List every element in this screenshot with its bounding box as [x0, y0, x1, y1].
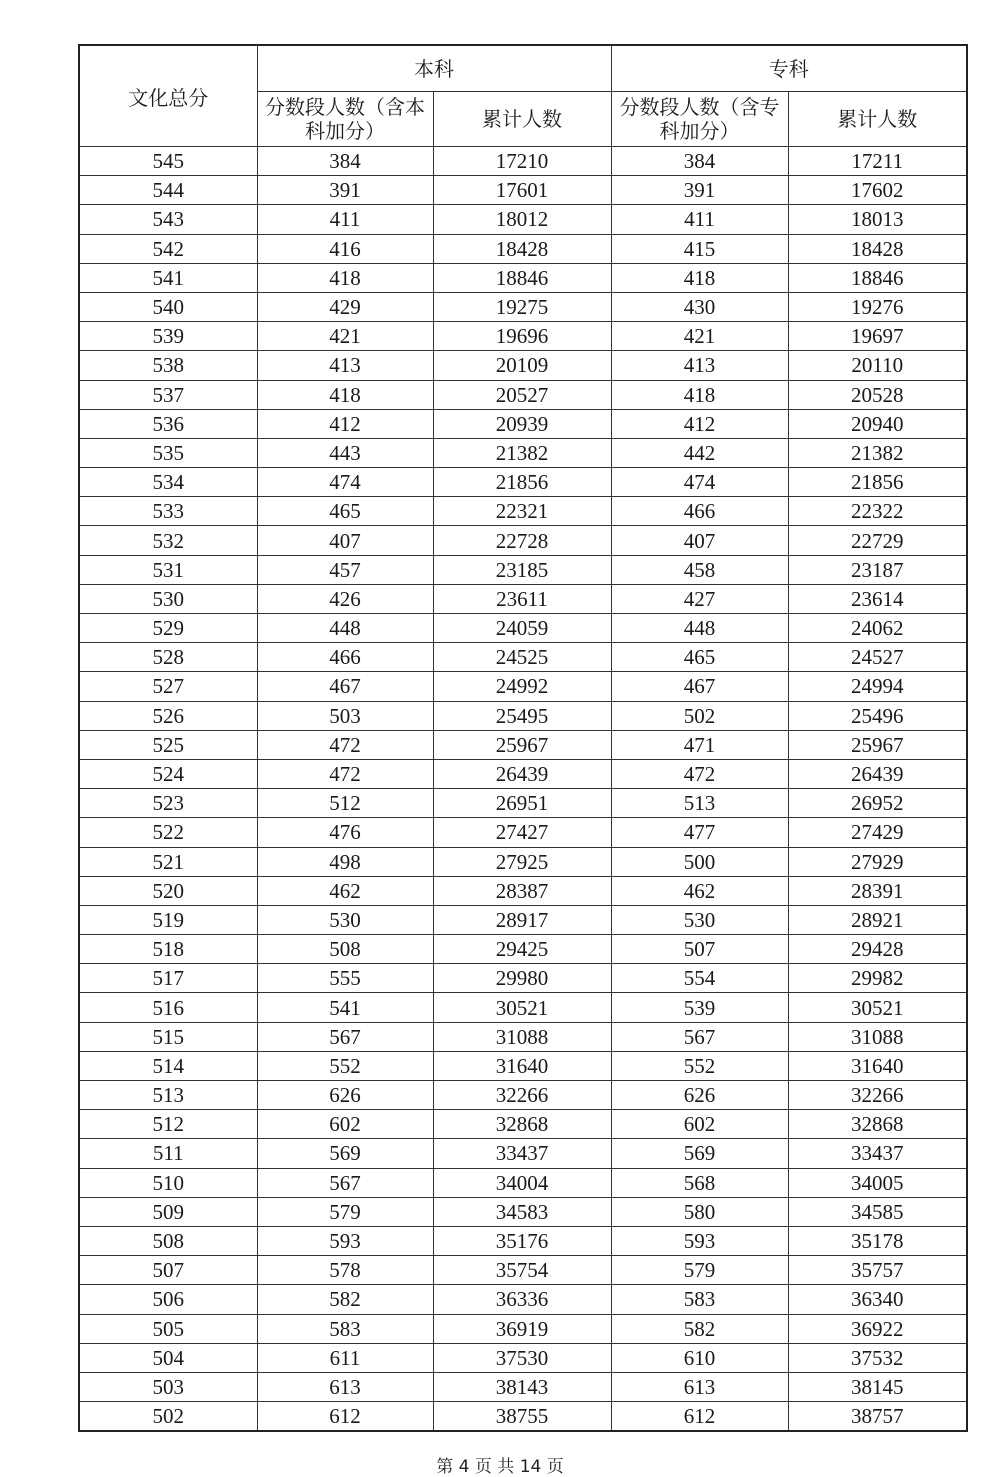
junior-college-segment-count-cell: 413 [611, 351, 788, 380]
junior-college-segment-count-cell: 580 [611, 1197, 788, 1226]
undergraduate-segment-count-cell: 457 [257, 555, 433, 584]
undergraduate-cumulative-cell: 32868 [433, 1110, 611, 1139]
junior-college-segment-count-cell: 626 [611, 1081, 788, 1110]
undergraduate-cumulative-cell: 29980 [433, 964, 611, 993]
junior-college-cumulative-cell: 23187 [788, 555, 967, 584]
undergraduate-segment-count-cell: 412 [257, 409, 433, 438]
undergraduate-cumulative-cell: 27427 [433, 818, 611, 847]
score-cell: 512 [79, 1110, 257, 1139]
junior-college-cumulative-cell: 33437 [788, 1139, 967, 1168]
score-cell: 514 [79, 1051, 257, 1080]
undergraduate-segment-count-cell: 612 [257, 1402, 433, 1432]
undergraduate-cumulative-cell: 38143 [433, 1372, 611, 1401]
table-row [79, 1226, 967, 1255]
undergraduate-segment-count-cell: 465 [257, 497, 433, 526]
table-row [79, 993, 967, 1022]
undergraduate-segment-count-cell: 569 [257, 1139, 433, 1168]
score-cell: 519 [79, 905, 257, 934]
junior-college-segment-count-cell: 612 [611, 1402, 788, 1432]
score-cell: 504 [79, 1343, 257, 1372]
table-row [79, 351, 967, 380]
table-row [79, 1314, 967, 1343]
undergraduate-cumulative-cell: 25495 [433, 701, 611, 730]
undergraduate-cumulative-cell: 35176 [433, 1226, 611, 1255]
undergraduate-segment-count-cell: 508 [257, 935, 433, 964]
junior-college-segment-count-cell: 610 [611, 1343, 788, 1372]
table-row [79, 1110, 967, 1139]
junior-college-cumulative-cell: 31640 [788, 1051, 967, 1080]
table-row [79, 263, 967, 292]
junior-college-cumulative-cell: 29428 [788, 935, 967, 964]
table-row [79, 1022, 967, 1051]
undergraduate-segment-count-cell: 498 [257, 847, 433, 876]
undergraduate-cumulative-cell: 20939 [433, 409, 611, 438]
junior-college-cumulative-cell: 22729 [788, 526, 967, 555]
score-cell: 526 [79, 701, 257, 730]
undergraduate-cumulative-cell: 25967 [433, 730, 611, 759]
junior-college-segment-count-cell: 582 [611, 1314, 788, 1343]
junior-college-cumulative-cell: 26439 [788, 759, 967, 788]
junior-college-segment-count-cell: 467 [611, 672, 788, 701]
junior-college-segment-count-cell: 500 [611, 847, 788, 876]
undergraduate-segment-count-cell: 541 [257, 993, 433, 1022]
junior-college-segment-count-cell: 384 [611, 147, 788, 176]
undergraduate-segment-count-cell: 421 [257, 322, 433, 351]
table-row [79, 759, 967, 788]
undergraduate-cumulative-cell: 32266 [433, 1081, 611, 1110]
table-row [79, 935, 967, 964]
junior-college-cumulative-cell: 30521 [788, 993, 967, 1022]
undergraduate-cumulative-cell: 31088 [433, 1022, 611, 1051]
junior-college-cumulative-cell: 27929 [788, 847, 967, 876]
junior-college-segment-count-cell: 539 [611, 993, 788, 1022]
junior-college-cumulative-cell: 22322 [788, 497, 967, 526]
junior-college-segment-count-cell: 421 [611, 322, 788, 351]
undergraduate-segment-count-cell: 448 [257, 614, 433, 643]
undergraduate-cumulative-cell: 34004 [433, 1168, 611, 1197]
undergraduate-cumulative-cell: 29425 [433, 935, 611, 964]
undergraduate-segment-count-cell: 467 [257, 672, 433, 701]
undergraduate-segment-count-cell: 593 [257, 1226, 433, 1255]
score-cell: 544 [79, 176, 257, 205]
table-row [79, 409, 967, 438]
table-row [79, 234, 967, 263]
undergraduate-segment-count-cell: 466 [257, 643, 433, 672]
junior-college-cumulative-cell: 19697 [788, 322, 967, 351]
table-row [79, 1343, 967, 1372]
page-number: 第 4 页 共 14 页 [436, 1457, 564, 1477]
junior-college-segment-count-cell: 530 [611, 905, 788, 934]
table-row [79, 905, 967, 934]
undergraduate-segment-count-cell: 472 [257, 759, 433, 788]
junior-college-cumulative-cell: 20940 [788, 409, 967, 438]
table-row [79, 643, 967, 672]
junior-college-cumulative-cell: 24994 [788, 672, 967, 701]
junior-college-cumulative-cell: 28921 [788, 905, 967, 934]
table-row [79, 380, 967, 409]
undergraduate-cumulative-cell: 26439 [433, 759, 611, 788]
score-cell: 530 [79, 584, 257, 613]
junior-college-segment-count-cell: 430 [611, 292, 788, 321]
score-distribution-table [78, 44, 968, 1432]
undergraduate-segment-count-cell: 391 [257, 176, 433, 205]
score-cell: 508 [79, 1226, 257, 1255]
junior-college-cumulative-cell: 36340 [788, 1285, 967, 1314]
undergraduate-cumulative-cell: 37530 [433, 1343, 611, 1372]
undergraduate-segment-count-cell: 555 [257, 964, 433, 993]
undergraduate-cumulative-cell: 22321 [433, 497, 611, 526]
undergraduate-segment-count-cell: 462 [257, 876, 433, 905]
junior-college-cumulative-cell: 17602 [788, 176, 967, 205]
undergraduate-group-header: 本科 [257, 45, 611, 92]
table-row [79, 497, 967, 526]
junior-college-segment-count-cell: 552 [611, 1051, 788, 1080]
undergraduate-cumulative-cell: 23611 [433, 584, 611, 613]
undergraduate-cumulative-cell: 18846 [433, 263, 611, 292]
undergraduate-segment-count-cell: 503 [257, 701, 433, 730]
junior-college-segment-count-cell: 502 [611, 701, 788, 730]
table-header [79, 45, 967, 147]
table-row [79, 847, 967, 876]
junior-college-segment-count-cell: 513 [611, 789, 788, 818]
score-cell: 516 [79, 993, 257, 1022]
undergraduate-cumulative-cell: 20109 [433, 351, 611, 380]
undergraduate-segment-count-cell: 429 [257, 292, 433, 321]
table-row [79, 1081, 967, 1110]
junior-college-cumulative-cell: 23614 [788, 584, 967, 613]
score-cell: 503 [79, 1372, 257, 1401]
junior-college-segment-count-cell: 613 [611, 1372, 788, 1401]
table-row [79, 1051, 967, 1080]
undergraduate-cumulative-cell: 28387 [433, 876, 611, 905]
undergraduate-segment-count-cell: 611 [257, 1343, 433, 1372]
undergraduate-segment-count-header: 分数段人数（含本科加分） [257, 92, 433, 147]
junior-college-cumulative-cell: 20528 [788, 380, 967, 409]
table-row [79, 701, 967, 730]
junior-college-segment-count-cell: 474 [611, 468, 788, 497]
undergraduate-segment-count-cell: 530 [257, 905, 433, 934]
table-row [79, 438, 967, 467]
junior-college-segment-count-cell: 477 [611, 818, 788, 847]
score-cell: 515 [79, 1022, 257, 1051]
score-cell: 531 [79, 555, 257, 584]
score-column-header: 文化总分 [79, 45, 257, 147]
score-cell: 545 [79, 147, 257, 176]
table-row [79, 1139, 967, 1168]
junior-college-cumulative-cell: 21382 [788, 438, 967, 467]
junior-college-cumulative-cell: 34585 [788, 1197, 967, 1226]
table-body [79, 147, 967, 1432]
junior-college-segment-count-cell: 465 [611, 643, 788, 672]
junior-college-cumulative-header: 累计人数 [788, 92, 967, 147]
score-cell: 511 [79, 1139, 257, 1168]
score-cell: 532 [79, 526, 257, 555]
undergraduate-cumulative-cell: 24059 [433, 614, 611, 643]
score-cell: 538 [79, 351, 257, 380]
score-cell: 534 [79, 468, 257, 497]
score-cell: 524 [79, 759, 257, 788]
score-cell: 509 [79, 1197, 257, 1226]
score-cell: 521 [79, 847, 257, 876]
undergraduate-cumulative-cell: 34583 [433, 1197, 611, 1226]
junior-college-segment-count-cell: 427 [611, 584, 788, 613]
table-row [79, 1285, 967, 1314]
score-cell: 540 [79, 292, 257, 321]
junior-college-cumulative-cell: 20110 [788, 351, 967, 380]
score-cell: 529 [79, 614, 257, 643]
junior-college-segment-count-cell: 567 [611, 1022, 788, 1051]
junior-college-segment-count-cell: 462 [611, 876, 788, 905]
table-row [79, 205, 967, 234]
score-cell: 541 [79, 263, 257, 292]
undergraduate-segment-count-cell: 411 [257, 205, 433, 234]
junior-college-segment-count-cell: 458 [611, 555, 788, 584]
undergraduate-cumulative-cell: 23185 [433, 555, 611, 584]
score-cell: 517 [79, 964, 257, 993]
undergraduate-cumulative-cell: 21382 [433, 438, 611, 467]
score-cell: 536 [79, 409, 257, 438]
undergraduate-cumulative-cell: 24525 [433, 643, 611, 672]
undergraduate-segment-count-cell: 567 [257, 1168, 433, 1197]
junior-college-segment-count-cell: 471 [611, 730, 788, 759]
junior-college-segment-count-cell: 472 [611, 759, 788, 788]
undergraduate-segment-count-cell: 426 [257, 584, 433, 613]
table-row [79, 1256, 967, 1285]
undergraduate-segment-count-cell: 578 [257, 1256, 433, 1285]
undergraduate-cumulative-cell: 20527 [433, 380, 611, 409]
table-row [79, 1168, 967, 1197]
undergraduate-segment-count-cell: 552 [257, 1051, 433, 1080]
table-row [79, 964, 967, 993]
score-cell: 522 [79, 818, 257, 847]
table-row [79, 1402, 967, 1432]
undergraduate-cumulative-cell: 17210 [433, 147, 611, 176]
junior-college-segment-count-cell: 583 [611, 1285, 788, 1314]
table-row [79, 147, 967, 176]
score-cell: 537 [79, 380, 257, 409]
undergraduate-segment-count-cell: 602 [257, 1110, 433, 1139]
undergraduate-cumulative-cell: 17601 [433, 176, 611, 205]
junior-college-cumulative-cell: 31088 [788, 1022, 967, 1051]
table-row [79, 614, 967, 643]
score-cell: 542 [79, 234, 257, 263]
junior-college-cumulative-cell: 32868 [788, 1110, 967, 1139]
junior-college-cumulative-cell: 18013 [788, 205, 967, 234]
undergraduate-cumulative-cell: 30521 [433, 993, 611, 1022]
score-cell: 513 [79, 1081, 257, 1110]
score-cell: 502 [79, 1402, 257, 1432]
score-cell: 518 [79, 935, 257, 964]
undergraduate-cumulative-cell: 27925 [433, 847, 611, 876]
junior-college-segment-count-cell: 442 [611, 438, 788, 467]
undergraduate-cumulative-cell: 22728 [433, 526, 611, 555]
undergraduate-segment-count-cell: 626 [257, 1081, 433, 1110]
junior-college-cumulative-cell: 35178 [788, 1226, 967, 1255]
junior-college-cumulative-cell: 24527 [788, 643, 967, 672]
score-cell: 505 [79, 1314, 257, 1343]
table-row [79, 526, 967, 555]
junior-college-cumulative-cell: 27429 [788, 818, 967, 847]
junior-college-segment-count-cell: 466 [611, 497, 788, 526]
junior-college-segment-count-cell: 411 [611, 205, 788, 234]
table-row [79, 322, 967, 351]
junior-college-cumulative-cell: 28391 [788, 876, 967, 905]
undergraduate-cumulative-cell: 19696 [433, 322, 611, 351]
undergraduate-segment-count-cell: 443 [257, 438, 433, 467]
undergraduate-segment-count-cell: 613 [257, 1372, 433, 1401]
undergraduate-segment-count-cell: 418 [257, 380, 433, 409]
undergraduate-cumulative-cell: 18012 [433, 205, 611, 234]
junior-college-segment-count-cell: 418 [611, 380, 788, 409]
undergraduate-segment-count-cell: 583 [257, 1314, 433, 1343]
undergraduate-cumulative-cell: 31640 [433, 1051, 611, 1080]
undergraduate-segment-count-cell: 582 [257, 1285, 433, 1314]
undergraduate-cumulative-cell: 38755 [433, 1402, 611, 1432]
junior-college-cumulative-cell: 24062 [788, 614, 967, 643]
table-row [79, 584, 967, 613]
junior-college-cumulative-cell: 36922 [788, 1314, 967, 1343]
junior-college-segment-count-cell: 569 [611, 1139, 788, 1168]
junior-college-segment-count-cell: 391 [611, 176, 788, 205]
junior-college-segment-count-cell: 448 [611, 614, 788, 643]
undergraduate-segment-count-cell: 407 [257, 526, 433, 555]
undergraduate-cumulative-cell: 19275 [433, 292, 611, 321]
table-row [79, 1197, 967, 1226]
junior-college-cumulative-cell: 18846 [788, 263, 967, 292]
score-cell: 527 [79, 672, 257, 701]
undergraduate-segment-count-cell: 418 [257, 263, 433, 292]
undergraduate-segment-count-cell: 413 [257, 351, 433, 380]
undergraduate-cumulative-header: 累计人数 [433, 92, 611, 147]
score-cell: 507 [79, 1256, 257, 1285]
table-row [79, 789, 967, 818]
score-cell: 520 [79, 876, 257, 905]
score-cell: 523 [79, 789, 257, 818]
undergraduate-segment-count-cell: 476 [257, 818, 433, 847]
junior-college-segment-count-cell: 568 [611, 1168, 788, 1197]
junior-college-cumulative-cell: 38757 [788, 1402, 967, 1432]
table-row [79, 818, 967, 847]
score-cell: 535 [79, 438, 257, 467]
junior-college-segment-count-cell: 602 [611, 1110, 788, 1139]
score-cell: 510 [79, 1168, 257, 1197]
undergraduate-segment-count-cell: 512 [257, 789, 433, 818]
undergraduate-cumulative-cell: 26951 [433, 789, 611, 818]
undergraduate-cumulative-cell: 36919 [433, 1314, 611, 1343]
junior-college-segment-count-cell: 418 [611, 263, 788, 292]
score-cell: 539 [79, 322, 257, 351]
table-row [79, 292, 967, 321]
table-row [79, 672, 967, 701]
junior-college-cumulative-cell: 34005 [788, 1168, 967, 1197]
undergraduate-cumulative-cell: 24992 [433, 672, 611, 701]
table-row [79, 468, 967, 497]
junior-college-cumulative-cell: 35757 [788, 1256, 967, 1285]
junior-college-cumulative-cell: 29982 [788, 964, 967, 993]
junior-college-cumulative-cell: 26952 [788, 789, 967, 818]
undergraduate-cumulative-cell: 18428 [433, 234, 611, 263]
undergraduate-cumulative-cell: 28917 [433, 905, 611, 934]
score-cell: 528 [79, 643, 257, 672]
table-row [79, 1372, 967, 1401]
junior-college-cumulative-cell: 25967 [788, 730, 967, 759]
undergraduate-cumulative-cell: 33437 [433, 1139, 611, 1168]
junior-college-segment-count-cell: 593 [611, 1226, 788, 1255]
junior-college-cumulative-cell: 38145 [788, 1372, 967, 1401]
undergraduate-segment-count-cell: 416 [257, 234, 433, 263]
undergraduate-segment-count-cell: 567 [257, 1022, 433, 1051]
undergraduate-cumulative-cell: 36336 [433, 1285, 611, 1314]
table-row [79, 555, 967, 584]
junior-college-cumulative-cell: 25496 [788, 701, 967, 730]
junior-college-segment-count-cell: 407 [611, 526, 788, 555]
undergraduate-cumulative-cell: 35754 [433, 1256, 611, 1285]
junior-college-segment-count-cell: 412 [611, 409, 788, 438]
score-cell: 543 [79, 205, 257, 234]
undergraduate-segment-count-cell: 474 [257, 468, 433, 497]
undergraduate-segment-count-cell: 384 [257, 147, 433, 176]
junior-college-cumulative-cell: 18428 [788, 234, 967, 263]
junior-college-segment-count-cell: 554 [611, 964, 788, 993]
junior-college-cumulative-cell: 32266 [788, 1081, 967, 1110]
undergraduate-segment-count-cell: 472 [257, 730, 433, 759]
table-row [79, 876, 967, 905]
junior-college-segment-count-header: 分数段人数（含专科加分） [611, 92, 788, 147]
junior-college-segment-count-cell: 415 [611, 234, 788, 263]
junior-college-group-header: 专科 [611, 45, 967, 92]
junior-college-cumulative-cell: 19276 [788, 292, 967, 321]
junior-college-cumulative-cell: 17211 [788, 147, 967, 176]
junior-college-segment-count-cell: 579 [611, 1256, 788, 1285]
table-row [79, 176, 967, 205]
score-cell: 506 [79, 1285, 257, 1314]
undergraduate-segment-count-cell: 579 [257, 1197, 433, 1226]
junior-college-cumulative-cell: 37532 [788, 1343, 967, 1372]
score-cell: 525 [79, 730, 257, 759]
score-cell: 533 [79, 497, 257, 526]
undergraduate-cumulative-cell: 21856 [433, 468, 611, 497]
junior-college-cumulative-cell: 21856 [788, 468, 967, 497]
junior-college-segment-count-cell: 507 [611, 935, 788, 964]
table-row [79, 730, 967, 759]
